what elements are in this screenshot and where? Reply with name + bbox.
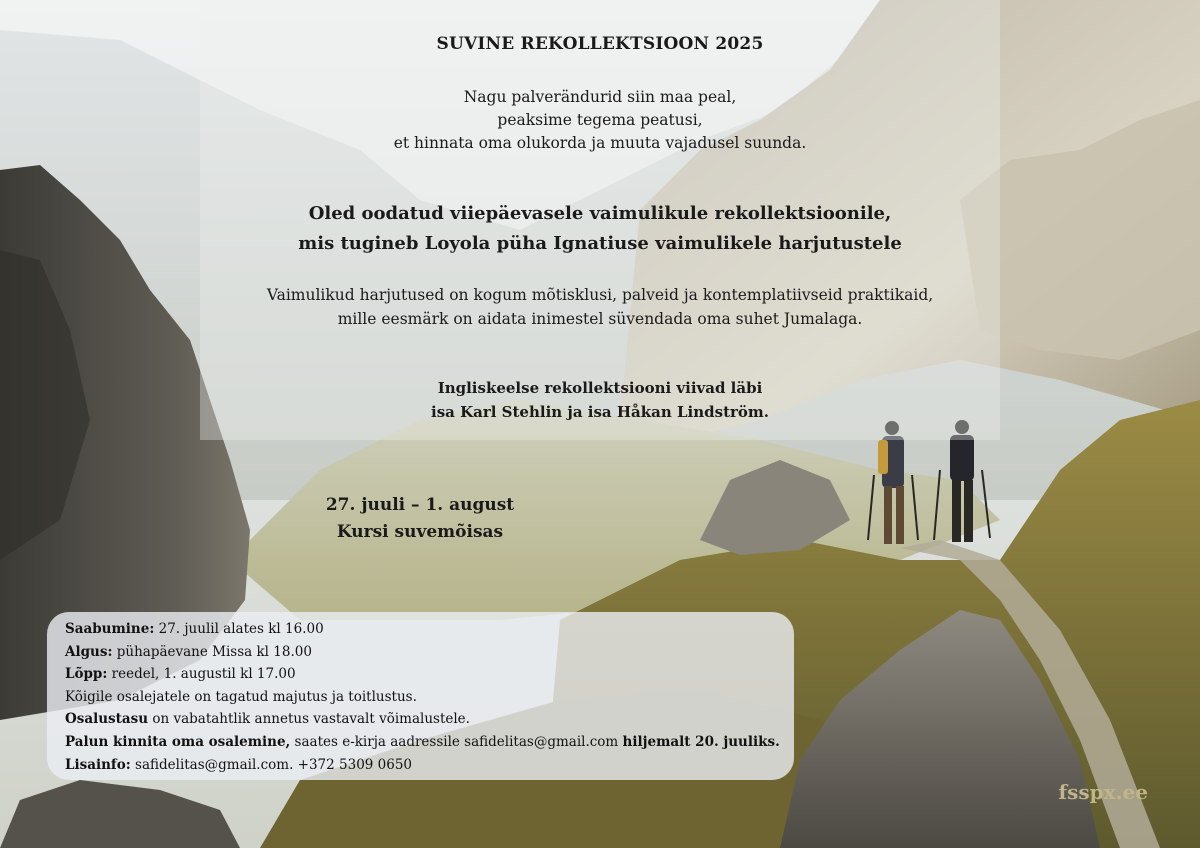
start-label: Algus: — [65, 643, 113, 660]
event-dates: 27. juuli – 1. august — [325, 495, 515, 515]
intro-text — [300, 86, 900, 155]
leaders-line: isa Karl Stehlin ja isa Håkan Lindström. — [431, 403, 769, 421]
start-line — [65, 641, 780, 664]
description-line: Vaimulikud harjutused on kogum mõtisklusi, palveid ja kontemplatiivseid praktikaid, — [266, 286, 934, 304]
lodging-line: Kõigile osalejatele on tagatud majutus ja toitlustus. — [65, 688, 417, 705]
register-label: Palun kinnita oma osalemine, — [65, 733, 291, 750]
leaders-line: Ingliskeelse rekollektsiooni viivad läbi — [437, 379, 763, 397]
invitation-heading — [250, 199, 950, 259]
contact-value: safidelitas@gmail.com. +372 5309 0650 — [130, 756, 413, 773]
description-line: mille eesmärk on aidata inimestel süvendada oma suhet Jumalaga. — [337, 310, 863, 328]
register-deadline: hiljemalt 20. juuliks. — [622, 733, 780, 750]
event-date-place — [290, 492, 550, 546]
fee-line — [65, 708, 780, 731]
invitation-line: mis tugineb Loyola püha Ignatiuse vaimulikele harjutustele — [298, 233, 902, 254]
event-place: Kursi suvemõisas — [336, 522, 504, 542]
fee-label: Osalustasu — [65, 711, 149, 728]
start-value: pühapäevane Missa kl 18.00 — [112, 643, 312, 660]
fee-value: on vabatahtlik annetus vastavalt võimalustele. — [148, 711, 470, 728]
website-link[interactable]: fsspx.ee — [1058, 780, 1148, 804]
arrival-line — [65, 618, 780, 641]
contact-line — [65, 754, 780, 777]
description-text — [200, 283, 1000, 331]
contact-label: Lisainfo: — [65, 756, 131, 773]
leaders-text — [300, 376, 900, 424]
intro-line: et hinnata oma olukorda ja muuta vajadusel suunda. — [393, 134, 807, 152]
end-line — [65, 663, 780, 686]
end-value: reedel, 1. augustil kl 17.00 — [107, 666, 296, 683]
invitation-line: Oled oodatud viiepäevasele vaimulikule rekollektsioonile, — [308, 203, 892, 224]
intro-line: peaksime tegema peatusi, — [497, 111, 703, 129]
poster-title: SUVINE REKOLLEKTSIOON 2025 — [436, 34, 764, 54]
register-value: saates e-kirja aadressile safidelitas@gmail.com — [290, 733, 623, 750]
info-panel — [47, 612, 794, 780]
intro-line: Nagu palverändurid siin maa peal, — [463, 88, 737, 106]
end-label: Lõpp: — [65, 666, 108, 683]
arrival-value: 27. juulil alates kl 16.00 — [154, 621, 324, 637]
arrival-label: Saabumine: — [65, 621, 155, 637]
register-line — [65, 731, 780, 754]
